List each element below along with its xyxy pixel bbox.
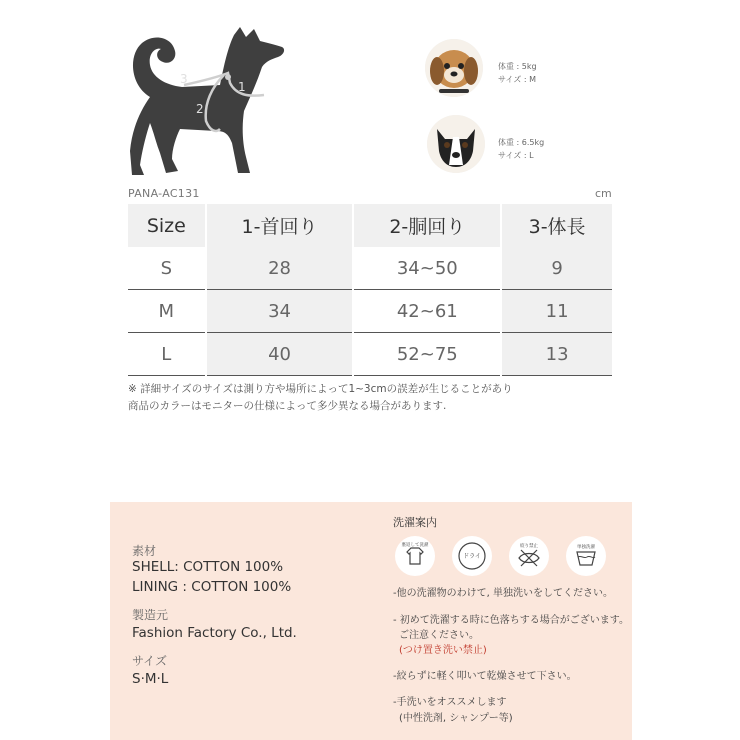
table-cell: 34 (206, 290, 354, 333)
table-cell: 13 (501, 333, 612, 376)
size-label: サイズ (132, 654, 168, 668)
care-line-2: - 初めて洗濯する時に色落ちする場合がございます。 (393, 615, 629, 626)
header-size: Size (128, 204, 206, 247)
header-length: 3-体長 (501, 204, 612, 247)
table-cell: 52~75 (353, 333, 501, 376)
table-cell: 9 (501, 247, 612, 290)
table-row (128, 247, 612, 290)
table-cell: 34~50 (353, 247, 501, 290)
hand-wash-icon (566, 536, 606, 576)
care-line-1: -他の洗濯物のわけて, 単独洗いをしてください。 (393, 588, 613, 599)
no-wring-text: 絞り禁止 (520, 544, 538, 549)
care-line-6: (中性洗剤, シャンプー等) (399, 713, 513, 724)
washing-guide-title: 洗濯案内 (393, 516, 437, 529)
table-cell: 40 (206, 333, 354, 376)
dry-clean-icon (452, 536, 492, 576)
shih-tzu-photo (425, 39, 483, 97)
table-cell: 42~61 (353, 290, 501, 333)
care-line-5: -手洗いをオススメします (393, 697, 507, 708)
reverse-wash-icon (395, 536, 435, 576)
maker-label: 製造元 (132, 608, 169, 622)
dry-clean-text: ドライ (463, 553, 481, 560)
model-l-info (498, 136, 544, 162)
model-m-size: サイズ : M (498, 75, 537, 84)
table-cell: L (128, 333, 206, 376)
available-sizes: S·M·L (132, 671, 169, 687)
table-cell: M (128, 290, 206, 333)
model-l-size: サイズ : L (498, 151, 534, 160)
size-table (128, 204, 612, 376)
header-neck: 1-首回り (206, 204, 354, 247)
no-wring-icon (509, 536, 549, 576)
material-label: 素材 (132, 544, 157, 558)
reverse-wash-text: 裏返して洗濯 (401, 543, 429, 548)
product-info-panel (110, 502, 632, 740)
unit-label: cm (595, 187, 612, 200)
model-m-weight: 体重 : 5kg (498, 62, 537, 71)
lining-material: LINING : COTTON 100% (132, 579, 292, 595)
shell-material: SHELL: COTTON 100% (132, 559, 284, 575)
dog-label-3: 3 (180, 72, 188, 86)
table-cell: 11 (501, 290, 612, 333)
boston-terrier-photo (427, 115, 485, 173)
size-table-header (128, 204, 612, 247)
table-cell: S (128, 247, 206, 290)
header-chest: 2-胴回り (353, 204, 501, 247)
hand-wash-text: 単独洗濯 (577, 545, 595, 550)
dog-label-1: 1 (238, 80, 246, 94)
model-m-info (498, 60, 537, 86)
maker-name: Fashion Factory Co., Ltd. (132, 625, 297, 641)
product-code: PANA-AC131 (128, 187, 200, 200)
care-line-3: ご注意ください。 (399, 630, 479, 641)
care-line-4: -絞らずに軽く叩いて乾燥させて下さい。 (393, 671, 577, 682)
care-warning: (つけ置き洗い禁止) (399, 645, 487, 656)
table-row (128, 290, 612, 333)
size-note-line-1: ※ 詳細サイズのサイズは測り方や場所によって1~3cmの誤差が生じることがあり (128, 383, 513, 395)
dog-label-2: 2 (196, 102, 204, 116)
model-l-weight: 体重 : 6.5kg (498, 138, 545, 147)
table-cell: 28 (206, 247, 354, 290)
size-note-line-2: 商品のカラーはモニターの仕様によって多少異なる場合があります. (128, 400, 447, 412)
dog-silhouette-illustration (120, 25, 290, 185)
table-row (128, 333, 612, 376)
